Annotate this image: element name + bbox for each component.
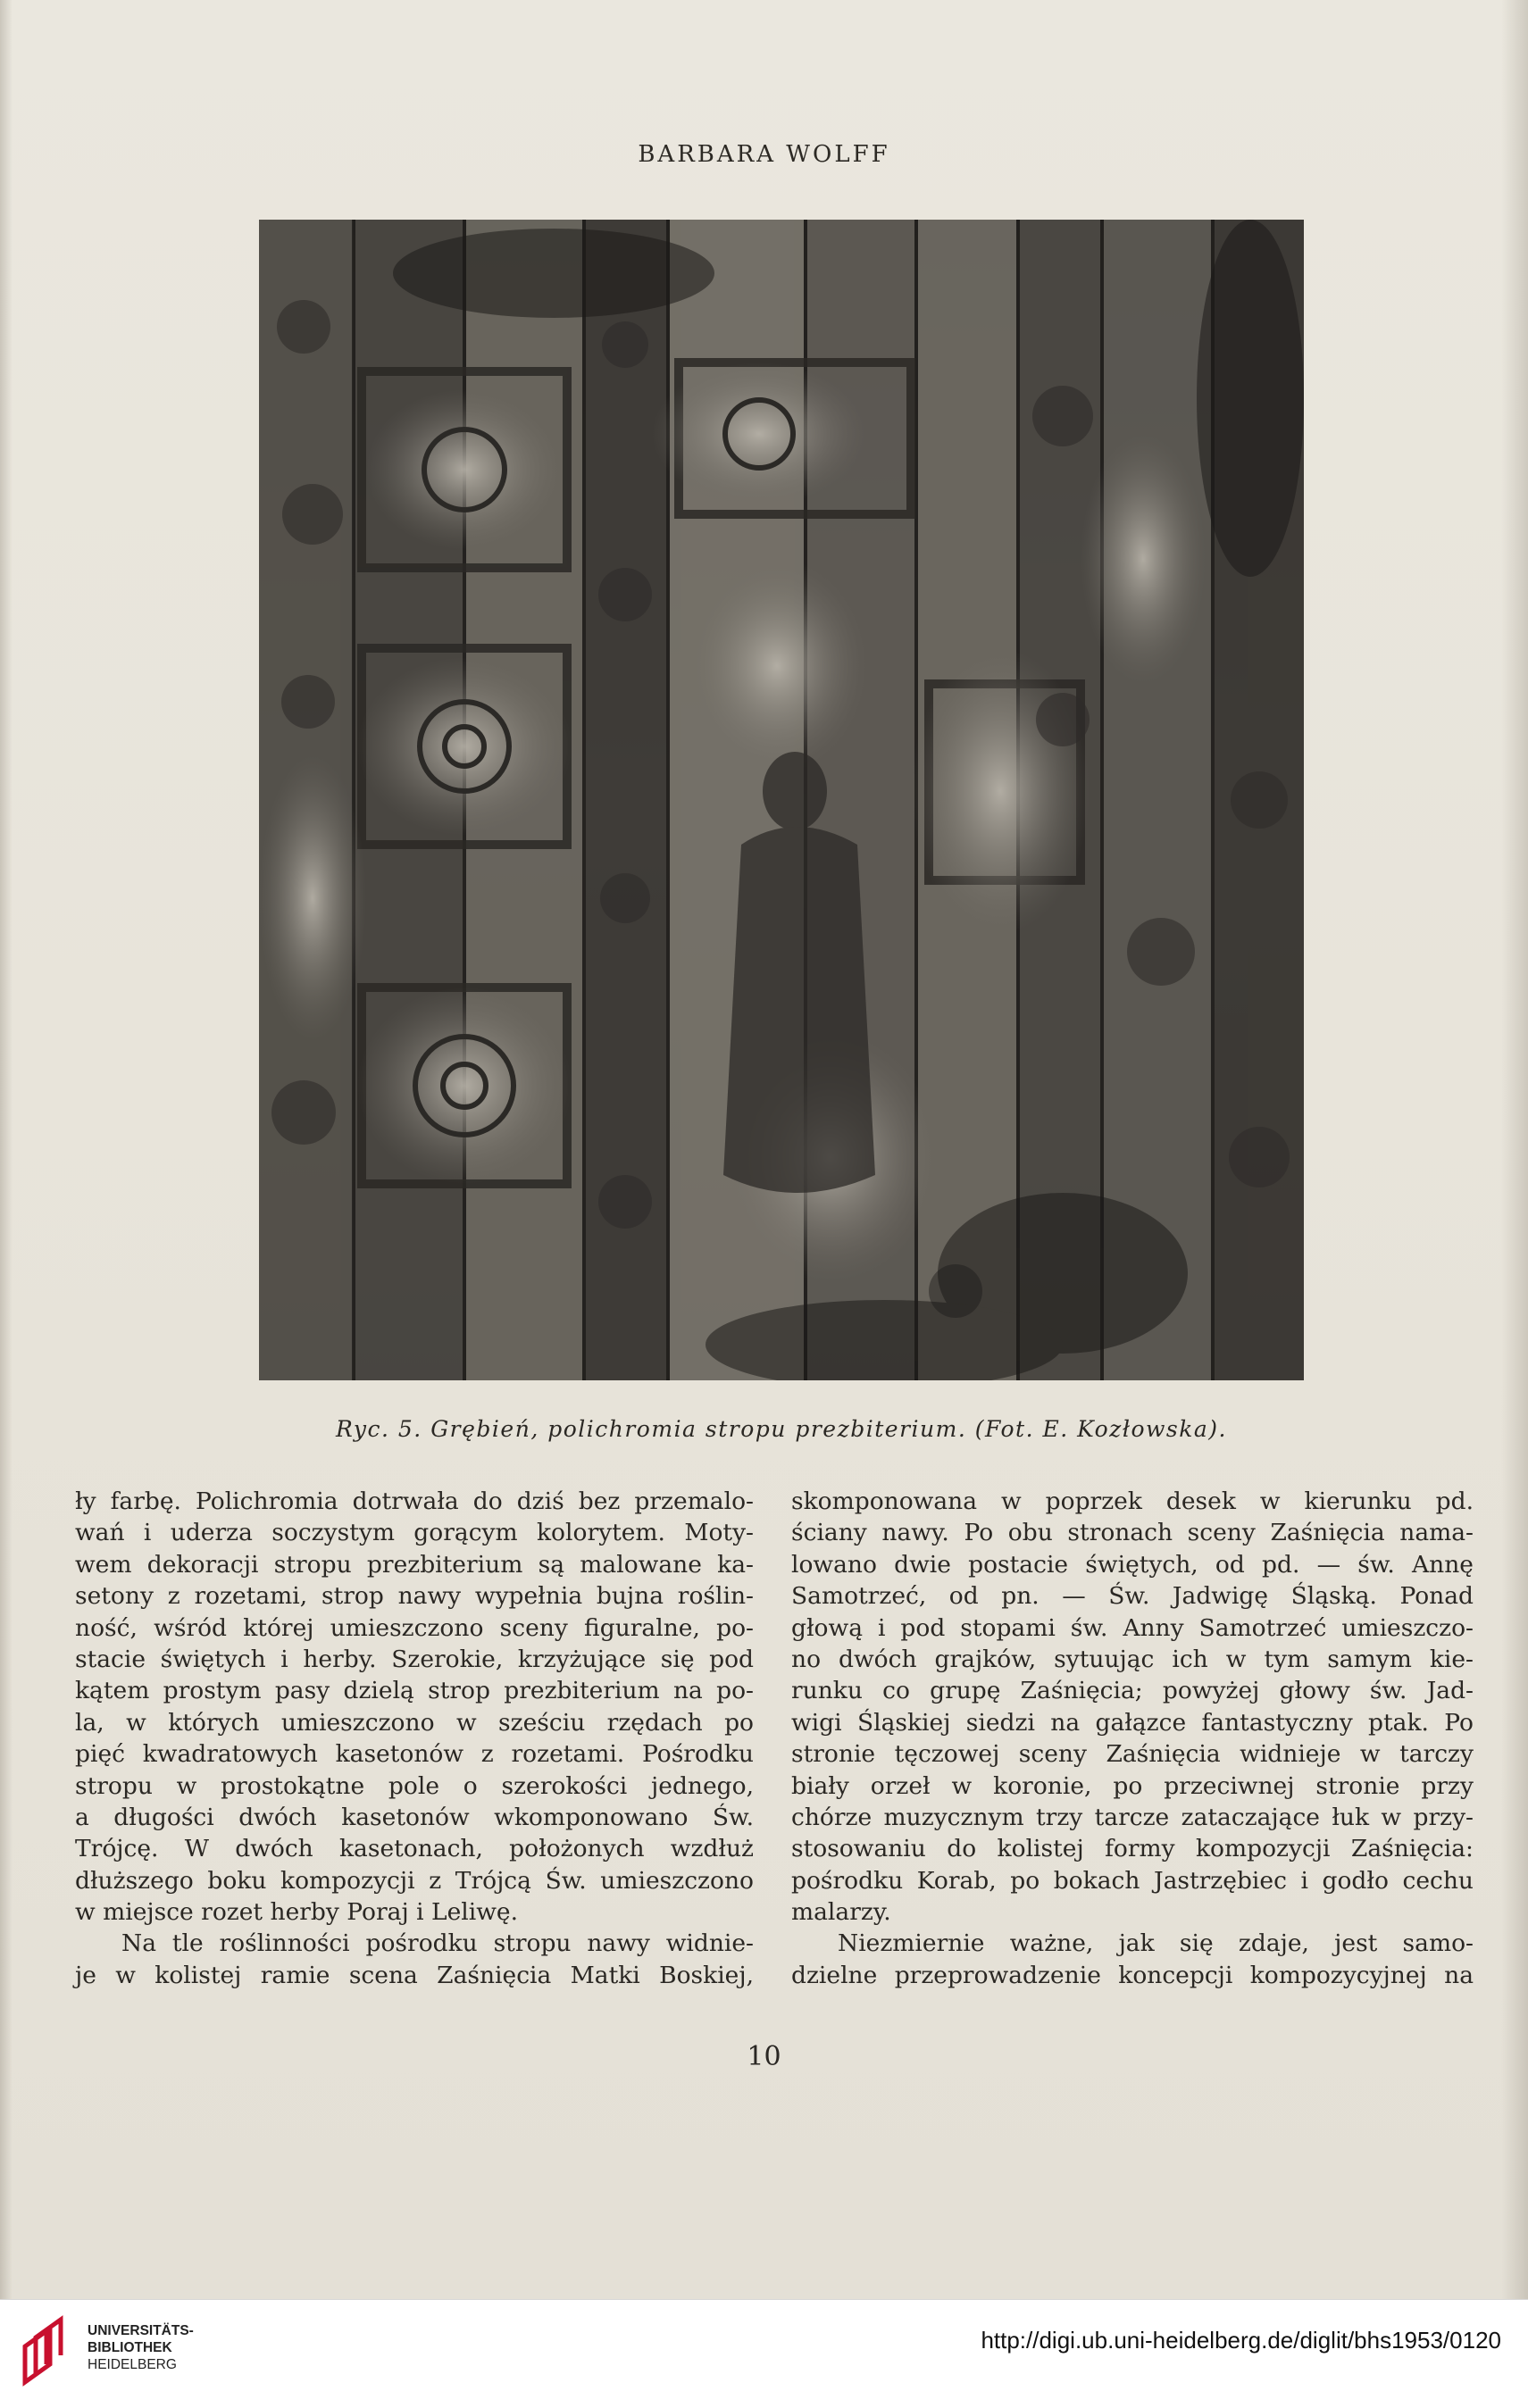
library-name[interactable] <box>88 2322 194 2373</box>
text-line: Niezmiernie ważne, jak się zdaje, jest samo- <box>838 1929 1474 1958</box>
library-name-line: HEIDELBERG <box>88 2357 177 2372</box>
text-line: kątem prostym pasy dzielą strop prezbiterium na po- <box>75 1677 754 1705</box>
text-column-left <box>75 1486 754 1991</box>
text-line: wem dekoracji stropu prezbiterium są malowane ka- <box>75 1550 754 1579</box>
permalink-url[interactable]: http://digi.ub.uni-heidelberg.de/diglit/bhs1953/0120 <box>981 2327 1501 2354</box>
text-line: runku co grupę Zaśnięcia; powyżej głowy św. Jad- <box>791 1677 1474 1705</box>
text-line: pięć kwadratowych kasetonów z rozetami. Pośrodku <box>75 1740 754 1769</box>
library-name-line: UNIVERSITÄTS- <box>88 2323 194 2338</box>
text-line: malarzy. <box>791 1898 891 1927</box>
photograph-rendering <box>259 220 1304 1380</box>
text-line: no dwóch grajków, sytuując ich w tym samym kie- <box>791 1645 1474 1673</box>
running-header-author: BARBARA WOLFF <box>638 141 890 168</box>
text-line: głową i pod stopami św. Anny Samotrzeć umieszczo- <box>791 1613 1474 1642</box>
library-name-line: BIBLIOTHEK <box>88 2340 172 2355</box>
text-line: ściany nawy. Po obu stronach sceny Zaśnięcia nama- <box>791 1519 1474 1547</box>
library-logo-icon[interactable] <box>20 2311 71 2387</box>
text-line: w miejsce rozet herby Poraj i Leliwę. <box>75 1898 519 1927</box>
page-number: 10 <box>747 2041 781 2072</box>
page-edge-shadow-right <box>1501 0 1528 2299</box>
text-line: wań i uderza soczystym gorącym kolorytem. Moty- <box>75 1519 754 1547</box>
text-line: dłuższego boku kompozycji z Trójcą Św. umieszczono <box>75 1866 754 1895</box>
text-line: stosowaniu do kolistej formy kompozycji Zaśnięcia: <box>791 1835 1474 1863</box>
text-line: skomponowana w poprzek desek w kierunku pd. <box>791 1487 1474 1515</box>
text-line: chórze muzycznym trzy tarcze zataczające łuk w przy- <box>791 1803 1474 1831</box>
ceiling-polychrome-photograph <box>259 220 1304 1380</box>
text-line: dzielne przeprowadzenie koncepcji kompozycyjnej na <box>791 1961 1474 1989</box>
text-line: lowano dwie postacie świętych, od pd. — św. Annę <box>791 1550 1474 1579</box>
text-line: Samotrzeć, od pn. — Św. Jadwigę Śląską. Ponad <box>791 1582 1474 1611</box>
text-line: biały orzeł w koronie, po przeciwnej stronie przy <box>791 1771 1474 1800</box>
text-line: stacie świętych i herby. Szerokie, krzyżujące się pod <box>75 1645 754 1673</box>
text-line: la, w których umieszczono w sześciu rzędach po <box>75 1708 754 1737</box>
text-line: je w kolistej ramie scena Zaśnięcia Matki Boskiej, <box>75 1961 754 1989</box>
page-edge-shadow-left <box>0 0 13 2299</box>
text-line: Na tle roślinności pośrodku stropu nawy widnie- <box>121 1929 754 1958</box>
text-line: ność, wśród której umieszczono sceny figuralne, po- <box>75 1613 754 1642</box>
text-line: pośrodku Korab, po bokach Jastrzębiec i godło cechu <box>791 1866 1474 1895</box>
figure-caption: Ryc. 5. Grębień, polichromia stropu prezbiterium. (Fot. E. Kozłowska). <box>336 1416 1227 1442</box>
text-line: Trójcę. W dwóch kasetonach, położonych wzdłuż <box>75 1835 754 1863</box>
library-logo-graphic <box>20 2311 71 2387</box>
text-line: setony z rozetami, strop nawy wypełnia bujna roślin- <box>75 1582 754 1611</box>
text-line: stronie tęczowej sceny Zaśnięcia widnieje w tarczy <box>791 1740 1474 1769</box>
text-column-right <box>791 1486 1474 1991</box>
text-line: a długości dwóch kasetonów wkomponowano Św. <box>75 1803 754 1831</box>
text-line: wigi Śląskiej siedzi na gałązce fantastyczny ptak. Po <box>791 1708 1474 1737</box>
text-line: stropu w prostokątne pole o szerokości jednego, <box>75 1771 754 1800</box>
text-line: ły farbę. Polichromia dotrwała do dziś bez przemalo- <box>75 1487 754 1515</box>
